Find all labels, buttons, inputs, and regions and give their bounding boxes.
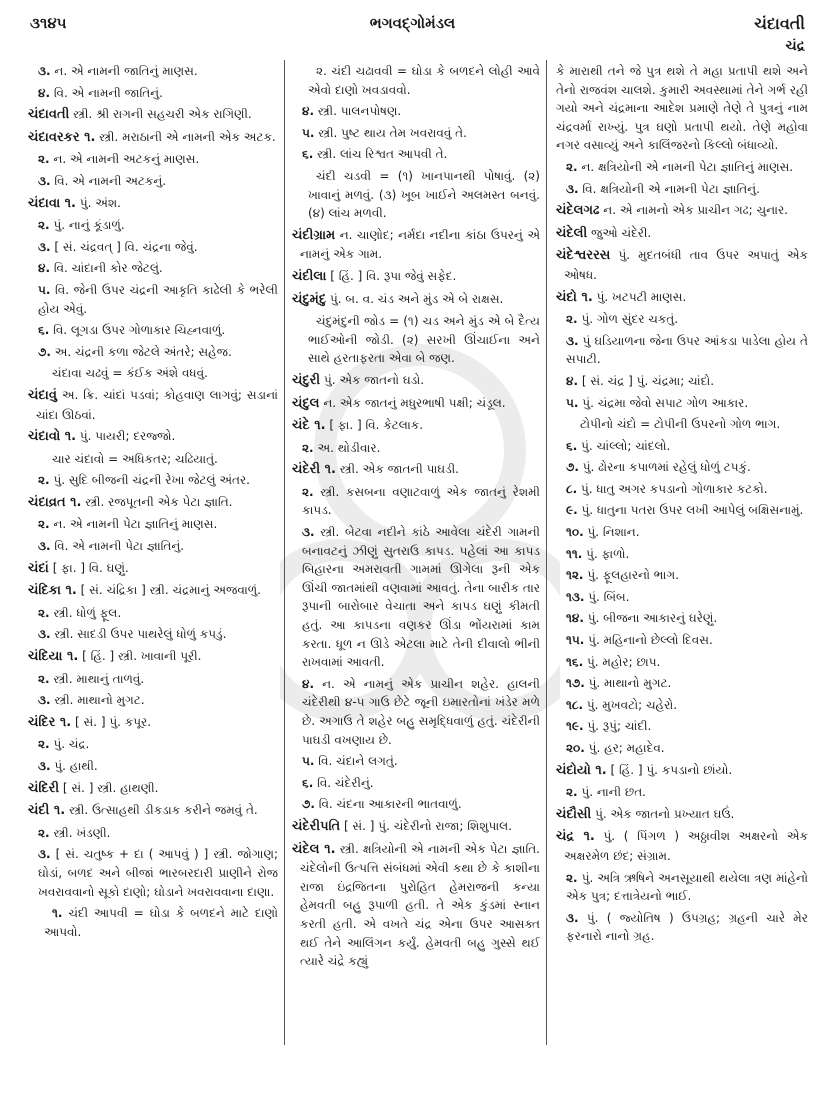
dictionary-entry [28,386,278,424]
entry-sense [556,332,808,369]
dictionary-entry [28,647,278,667]
entry-sense [556,437,808,456]
definition-text: પું. ફાળો. [586,546,630,561]
definition-text: પું. ખટપટી માણસ. [596,289,687,304]
definition-text: પું. મુખવટો; ચહેરો. [586,697,678,712]
headword: ચંદાં [28,560,49,576]
definition-text: પું. ઢોરના કપાળમાં રહેલું ધોળું ટપકું. [582,460,751,475]
definition-text: ન. એ નામની અટકનું માણસ. [53,152,200,167]
definition-text: સ્ત્રી. માથાનું તાળવું. [53,671,145,686]
sense-number: ૩. [566,910,579,925]
headword: ચંદેરીપતિ [292,818,341,834]
sense-number: ૨. [566,785,578,800]
definition-text: પું. ચંદ્રમા જેવો સપાટ ગોળ આકાર. [582,395,749,410]
definition-text: [ સં. ] સ્ત્રી. હાથણી. [62,780,159,795]
sense-number: ૪. [38,261,50,276]
dictionary-entry [556,761,808,781]
definition-text: [ ફા. ] વિ. ઘણું. [52,560,129,575]
entry-sense [28,625,278,644]
sense-number: ૪. [566,373,578,388]
idiom-phrase [28,364,278,383]
definition-text: સ્ત્રી. ખંડણી. [53,825,111,840]
definition-text: પું. નાની છત. [581,785,646,800]
column-2 [292,62,540,974]
definition-text: [ સં. ] પું. ચંદેરીનો રાજા; શિશુપાલ. [343,818,513,833]
sense-number: ૨. [566,159,578,174]
sense-number: ૧૭. [566,676,585,691]
sense-number: ૬. [566,438,578,453]
definition-text: પું. એક જાતનો ઘડો. [323,372,425,387]
definition-text: [ હિં. ] સ્ત્રી. ખાવાની પૂરી. [82,649,202,664]
column-divider [546,60,547,1045]
definition-text: સ્ત્રી. લાંચ રિશ્વત આપવી તે. [317,147,448,162]
entry-sense [556,674,808,693]
dictionary-entry [28,581,278,601]
definition-text: [ ફા. ] વિ. કેટલાક. [329,418,424,433]
headword: ચંદાવો ૧. [28,429,77,445]
sense-number: ૪. [38,85,50,100]
dictionary-entry [292,416,540,436]
entry-sense [28,259,278,278]
headword: ચંદીગ્રામ [292,227,336,243]
entry-sense [556,783,808,802]
entry-sense [556,480,808,499]
sense-number: ૧. [52,906,63,921]
definition-text: [ હિં. ] પું. કપડાનો છાંયો. [610,762,733,777]
entry-sense [556,909,808,946]
entry-sense [28,670,278,689]
definition-text: પું. મહોર; છાપ. [587,654,661,669]
dictionary-entry [556,201,808,221]
sense-number: ૩. [38,239,51,254]
dictionary-entry [556,224,808,244]
dictionary-entry [556,827,808,865]
entry-sense [28,691,278,710]
definition-text: વિ. એ નામની અટકનું. [54,173,167,188]
headword: ચંદિર ૧. [28,714,72,730]
definition-text: સ્ત્રી. પુષ્ટ થાય તેમ ખવરાવવું તે. [318,125,467,140]
idiom-phrase [556,415,808,434]
definition-text: [ સં. ચંદ્રિકા ] સ્ત્રી. ચંદ્રમાનું અજવાળું. [80,583,261,598]
sense-number: ૩. [38,539,51,554]
sense-number: ૭. [566,460,579,475]
entry-sense [28,845,278,901]
sense-number: ૨. [38,218,50,233]
definition-text: પું. નિશાન. [587,525,640,540]
entry-sense [28,150,278,169]
headword: ચંદેરી ૧. [292,462,336,478]
definition-text: પું. ચંદ્ર. [53,737,90,752]
sense-number: ૫. [302,125,315,140]
sense-number: ૧૮. [566,697,584,712]
definition-text: સ્ત્રી. ઉત્સાહથી ડીકડાક કરીને જમવું તે. [69,803,258,818]
entry-sense [28,216,278,235]
entry-sense [556,739,808,758]
entry-sense [28,471,278,490]
sense-number: ૨. [38,473,50,488]
entry-sense [28,515,278,534]
definition-text: ન. ક્ષત્રિયોની એ નામની પેટા જ્ઞાતિનું માણસ. [581,159,794,174]
definition-text: સ્ત્રી. બેટવા નદીને કાંઠે આવેલા ચંદેરી ગામની બનાવટનું ઝીણું સુતરાઉ કાપડ. પહેલાં આ કાપડ બિહારના અમરાવતી ગામમાં ઊગેલા રૂની એક ઊંચી જાતમાંથી વણવામાં આવતું. તેના બારીક તાર રૂપાની બારોબાર વેચાતા અને કાપડ ઘણું કીમતી હતું. આ કાપડના વણકર ઊંડા ભોંયરામાં કામ કરતા. ધૂળ ન ઊડે એટલા માટે તેની દીવાલો ભીની રાખવામાં આવતી. [302,525,540,670]
definition-text: ચંદાવા ચઢવું = કંઈક અંશે વધવું. [52,366,208,381]
sense-number: ૧૪. [566,611,584,626]
entry-sense [556,523,808,542]
sense-number: ૨. [566,870,578,885]
definition-text: સ્ત્રી. મરાઠાની એ નામની એક અટક. [99,129,276,144]
entry-sense [556,566,808,585]
headword: ચંદિરી [28,780,60,796]
definition-text: સ્ત્રી. એક જાતની પાઘડી. [339,462,459,477]
definition-text: [ સં. ચંદ્રવત્ ] વિ. ચંદ્રના જેવું. [54,239,198,254]
definition-text: પું. રૂપું; ચાંદી. [587,719,652,734]
sense-number: ૨. [38,152,50,167]
sense-number: ૭. [302,797,315,812]
definition-text: પું. સુદિ બીજની ચંદ્રની રેખા જેટલું અંતર. [53,473,250,488]
definition-text: ન. એ નામનું એક પ્રાચીન શહેર. હાલની ચંદેરીથી ૪-૫ ગાઉ છેટે જૂની ઇમારતોનાં ખંડેર મળે છે. અગાઉ તે શહેર બહુ સમૃદ્ધિવાળું હતું. ચંદેરીની પાઘડી વખણાય છે. [302,676,540,747]
definition-text: પું. ધાતુ અગર કપડાનો ગોળાકાર કટકો. [581,481,768,496]
headword: ચંદોયો ૧. [556,762,607,778]
entry-sense [28,62,278,81]
dictionary-entry [28,128,278,148]
headword: ચંદે ૧. [292,418,326,434]
definition-text: સ્ત્રી. સાદડી ઉપર પાથરેલું ધોળું કપડું. [54,627,227,642]
definition-text: સ્ત્રી. ક્ષત્રિયોની એ નામની એક પેટા જ્ઞાતિ. ચંદેલોની ઉત્પત્તિ સંબંધમાં એવી કથા છે કે કાશીના રાજા ઇંદ્રજિતના પુરોહિત હેમરાજની કન્યા હેમવતી બહુ રૂપાળી હતી. તે એક કુંડમાં સ્નાન કરતી હતી. એ વખતે ચંદ્ર એના ઉપર આસક્ત થઈ તેને આલિંગન કર્યું. હેમવતી બહુ ગુસ્સે થઈ ત્યારે ચંદ્રે કહ્યું [300,841,540,969]
definition-text: પું. એક જાતનો પ્રખ્યાત ઘઉં. [595,806,735,821]
sense-number: ૩. [38,693,51,708]
sense-number: ૧૧. [566,546,583,561]
idiom-phrase [292,167,540,223]
headword: ચંદુલ [292,395,320,411]
sense-number: ૨. [38,825,50,840]
definition-text: ન. એ નામની પેટા જ્ઞાતિનું માણસ. [53,517,218,532]
dictionary-entry [292,267,540,287]
entry-sense [292,795,540,814]
sense-number: ૨. [38,737,50,752]
definition-text: ચંદી આપવી = ઘોડા કે બળદને માટે દાણો આપવો. [44,906,278,939]
entry-sense [28,281,278,318]
sense-number: ૬. [302,775,314,790]
dictionary-entry [292,226,540,264]
definition-text: [ સં. ચંદ્ર ] પું. ચંદ્રમા; ચાંદો. [581,373,715,388]
dictionary-entry [556,288,808,308]
definition-text: ન. ચાણોદ; નર્મદા નદીના કાંઠા ઉપરનું એ નામનું એક ગામ. [300,227,540,262]
entry-sense [556,609,808,628]
sense-number: ૪. [302,104,314,119]
sense-number: ૬. [302,147,314,162]
definition-text: ૨. ચંદી ચઢાવવી = ઘોડા કે બળદને લોહી આવે એવો દાણો ખવડાવવો. [308,64,540,97]
definition-text: પું. ( પિંગળ ) અઠ્ઠાવીશ અક્ષરનો એક અક્ષરમેળ છંદ; સંગ્રામ. [564,829,808,863]
entry-sense [28,172,278,191]
entry-sense [556,180,808,199]
headword: ચંદાવરકર ૧. [28,129,96,145]
entry-sense [292,774,540,793]
idiom-phrase [292,62,540,99]
headword: ચંદાવ્રત ૧. [28,494,82,510]
column-1 [28,62,278,944]
entry-sense [28,238,278,257]
definition-text: [ સં. ] પું. કપૂર. [75,714,152,729]
sense-number: ૨. [302,440,314,455]
dictionary-entry [28,559,278,579]
sense-number: ૬. [38,323,50,338]
definition-text: પું. ધાતુના પતરા ઉપર લખી આપેલું બક્ષિસનામું. [581,503,804,518]
definition-text: પું. ગોળ સુંદર ચકતું. [581,312,679,327]
entry-sense [28,84,278,103]
entry-sense [556,310,808,329]
sense-number: ૫. [38,282,51,297]
definition-text: સ્ત્રી. ધોળું ફૂલ. [53,605,122,620]
sense-number: ૯. [566,503,578,518]
definition-text: પું. ચાંલ્લો; ચાંદલો. [581,438,671,453]
definition-text: પું. ફૂલહારનો ભાગ. [587,568,679,583]
definition-text: વિ. ક્ષત્રિયોની એ નામની પેટા જ્ઞાતિનું. [582,181,760,196]
headword: ચંદીલા [292,268,327,284]
definition-text: પું. નાનું કૂંડાળું. [53,218,125,233]
dictionary-entry [28,779,278,799]
definition-text: વિ. જેની ઉપર ચંદ્રની આકૃતિ કાઢેલી કે ભરેલી હોય એવું. [38,282,278,316]
book-title: ભગવદ્ગોમંડલ [369,14,456,32]
dictionary-entry [292,371,540,391]
definition-text: પું. મુદતબંધી તાવ ઉપર અપાતું એક ઓષધ. [564,248,808,282]
sense-number: ૫. [566,395,579,410]
entry-sense [556,545,808,564]
definition-text: અ. ક્રિ. ચાંદાં પડવાં; કોહવાણ લાગવું; સડાનાં ચાંદા ઊઠવાં. [36,387,278,422]
definition-text: પું. બીજના આકારનું ઘરેણું. [587,611,718,626]
guide-word-first: ચંદાવતી [754,14,805,33]
sense-number: ૩. [38,759,51,773]
sense-number: ૧૫. [566,633,585,648]
definition-text: વિ. એ નામની પેટા જ્ઞાતિનું. [54,539,185,554]
column-divider [284,60,285,1045]
sense-number: ૧૨. [566,568,584,583]
definition-text: સ્ત્રી. રજપૂતની એક પેટા જ્ઞાતિ. [85,494,233,509]
entry-sense [556,458,808,477]
entry-sense [292,124,540,143]
entry-sense [556,631,808,650]
headword: ચંદી ૧. [28,803,66,819]
definition-text: [ સં. ચતુષ્ક + દા ( આપવું ) ] સ્ત્રી. જોગાણ; ઘોડાં, બળદ અને બીજાં ભારબરદારી પ્રાણીને રોજ ખવરાવવાનો સૂકો દાણો; ઘોડાને ખવરાવવાના દાણા. [38,847,278,899]
dictionary-entry [28,105,278,125]
column-3 [556,62,808,949]
headword: ચંદ્ર ૧. [556,829,595,845]
definition-text: ન. એ નામની જાતિનું માણસ. [54,64,198,78]
headword: ચંદિયા ૧. [28,649,79,665]
sense-number: ૮. [566,481,578,496]
sense-number: ૧૩. [566,589,585,604]
sense-number: ૧૦. [566,525,584,540]
definition-text: વિ. એ નામની જાતિનું. [53,85,163,100]
sense-number: ૧૬. [566,654,584,669]
definition-text: પું. મહિનાનો છેલ્લો દિવસ. [588,633,713,648]
headword: ચંદુરી [292,372,321,388]
entry-sense [292,145,540,164]
sense-number: ૨. [38,605,50,620]
definition-text: અ. ચંદ્રની કળા જેટલે અંતરે; સહેજ. [54,344,232,359]
definition-text: પું. અત્રિ ઋષિને અનસૂયાથી થયેલા ત્રણ માંહેનો એક પુત્ર; દત્તાત્રેયનો ભાઈ. [566,870,808,904]
dictionary-entry [292,394,540,414]
sense-number: ૩. [38,627,51,642]
dictionary-entry [292,817,540,837]
entry-sense [292,483,540,520]
dictionary-entry [292,290,540,310]
definition-text: સ્ત્રી. કસબના વણાટવાળું એક જાતનું રેશમી કાપડ. [302,484,540,518]
headword: ચંદૌસી [556,806,592,822]
entry-sense [292,752,540,771]
definition-text: સ્ત્રી. માથાનો મુગટ. [54,693,145,708]
sense-number: ૩. [38,64,51,78]
sense-number: ૩. [302,525,315,540]
headword: ચંદેલી [556,225,588,241]
definition-text: પું. બ. વ. ચંડ અને મુંડ એ બે રાક્ષસ. [329,291,504,306]
definition-text: ન. એક જાતનું મધુરભાષી પક્ષી; ચંડૂલ. [323,395,506,410]
dictionary-entry [28,713,278,733]
definition-text: વિ. ચંદેરીનું. [317,775,374,790]
definition-text: જુઓ ચંદેરી. [591,225,652,240]
idiom-phrase [28,450,278,469]
dictionary-entry [28,493,278,513]
entry-sense [292,675,540,749]
dictionary-entry [556,246,808,284]
definition-text: પું. અંશ. [79,195,121,210]
definition-text: ટોપીનો ચંદો = ટોપીની ઉપરનો ગોળ ભાગ. [580,417,781,432]
headword: ચંદુમંદુ [292,291,327,307]
definition-text: સ્ત્રી. શ્રી રાગની સહચરી એક રાગિણી. [73,107,252,122]
sense-number: ૨. [302,484,314,499]
entry-sense [556,394,808,413]
headword: ચંદેલ ૧. [292,841,336,857]
definition-text: [ હિં. ] વિ. રૂપા જેવું સફેદ. [330,268,457,283]
entry-sense [556,501,808,520]
entry-sense [556,588,808,607]
entry-sense [292,439,540,458]
dictionary-entry [28,194,278,214]
sense-number: ૨. [38,671,50,686]
entry-sense [556,158,808,177]
entry-sense [556,372,808,391]
sense-number: ૩. [38,173,51,188]
definition-text: ચંદી ચડવી = (૧) ખાનપાનથી પોષાવું. (૨) ખાવાનું મળવું. (૩) ખૂબ ખાઈને અલમસ્ત બનવું. (૪) લાંચ મળવી. [308,168,540,221]
definition-text: પું. પાયરી; દરજ્જો. [79,429,176,444]
sense-number: ૨. [38,517,50,532]
entry-sense [556,717,808,736]
definition-text: પું. ( જ્યોતિષ ) ઉપગ્રહ; ગ્રહની ચારે મેર ફરનારો નાનો ગ્રહ. [566,910,808,944]
definition-text: સ્ત્રી. પાલનપોષણ. [317,104,402,119]
dictionary-entry [28,427,278,447]
entry-sense [28,343,278,362]
sense-number: ૫. [302,754,315,769]
definition-text: પું ઘડિયાળના જેના ઉપર આંકડા પાડેલા હોય તે સપાટી. [566,333,808,367]
idiom-phrase [28,904,278,941]
definition-text: પું. હર; મહાદેવ. [588,741,665,755]
definition-text: અ. થોડીવાર. [317,440,381,455]
headword: ચંદો ૧. [556,289,593,305]
entry-sense [556,869,808,906]
entry-sense [292,523,540,672]
dictionary-entry [556,805,808,825]
guide-word-last: ચંદ્ર [785,38,805,54]
entry-sense [28,824,278,843]
sense-number: ૧૯. [566,719,584,734]
sense-number: ૩. [38,847,51,862]
definition-text: વિ. ચાંદાની કોર જેટલું. [53,261,163,276]
headword: ચંદાવા ૧. [28,195,76,211]
sense-number: ૩. [566,333,579,348]
sense-number: ૨. [566,312,578,327]
entry-sense [556,696,808,715]
idiom-phrase [292,312,540,368]
entry-sense [28,537,278,556]
headword: ચંદેલગઢ [556,203,600,219]
headword: ચંદાવું [28,387,57,403]
headword: ચંદેશ્વરરસ [556,248,611,264]
definition-text: ચાર ચંદાવો = અધિકતર; ચઢિયાતું. [52,451,218,466]
definition-text: વિ. ચંદના આકારની ભાતવાળું. [318,797,462,812]
dictionary-entry [292,840,540,971]
definition-text: વિ. લૂગડા ઉપર ગોળાકાર ચિહ્નવાળું. [53,323,226,338]
dictionary-entry [28,801,278,821]
definition-text: ન. એ નામનો એક પ્રાચીન ગઢ; ચુનાર. [603,203,788,218]
headword: ચંદિકા ૧. [28,583,77,599]
definition-text: પું. બિંબ. [588,589,630,604]
definition-text: પું. હાથી. [54,759,98,773]
entry-sense [28,321,278,340]
definition-text: વિ. ચંદાને લગતું. [318,754,398,769]
entry-sense [28,735,278,754]
entry-sense [556,653,808,672]
sense-number: ૪. [302,676,314,691]
definition-text: ચંદુમંદુની જોડ = (૧) ચડ અને મુંડ એ બે દૈત્ય ભાઈઓની જોડી. (૨) સરખી ઊંચાઈના અને સાથે હરતાફરતા એવા બે જણ. [308,314,540,366]
sense-number: ૭. [38,344,51,359]
headword: ચંદાવતી [28,107,70,123]
page-number: ૩૧૪૫ [30,14,67,32]
entry-sense [292,102,540,121]
entry-sense [28,604,278,623]
sense-number: ૨૦. [566,741,585,755]
dictionary-entry [292,460,540,480]
definition-text: પું. માથાનો મુગટ. [588,676,672,691]
sense-number: ૩. [566,181,579,196]
entry-sense [556,62,808,155]
entry-sense [28,757,278,776]
definition-text: કે મારાથી તને જે પુત્ર થશે તે મહા પ્રતાપી થશે અને તેનો રાજવંશ ચાલશે. કુમારી અવસ્થામાં તેને ગર્ભ રહી ગયો અને ચંદ્રમાના આદેશ પ્રમાણે તેણે તે પુત્રનું નામ ચંદ્રવર્મા રાખ્યું. પુત્ર ઘણો પ્રતાપી થયો. તેણે મહોવા નગર વસાવ્યું અને કાલિંજરનો કિલ્લો બંધાવ્યો. [556,64,808,153]
